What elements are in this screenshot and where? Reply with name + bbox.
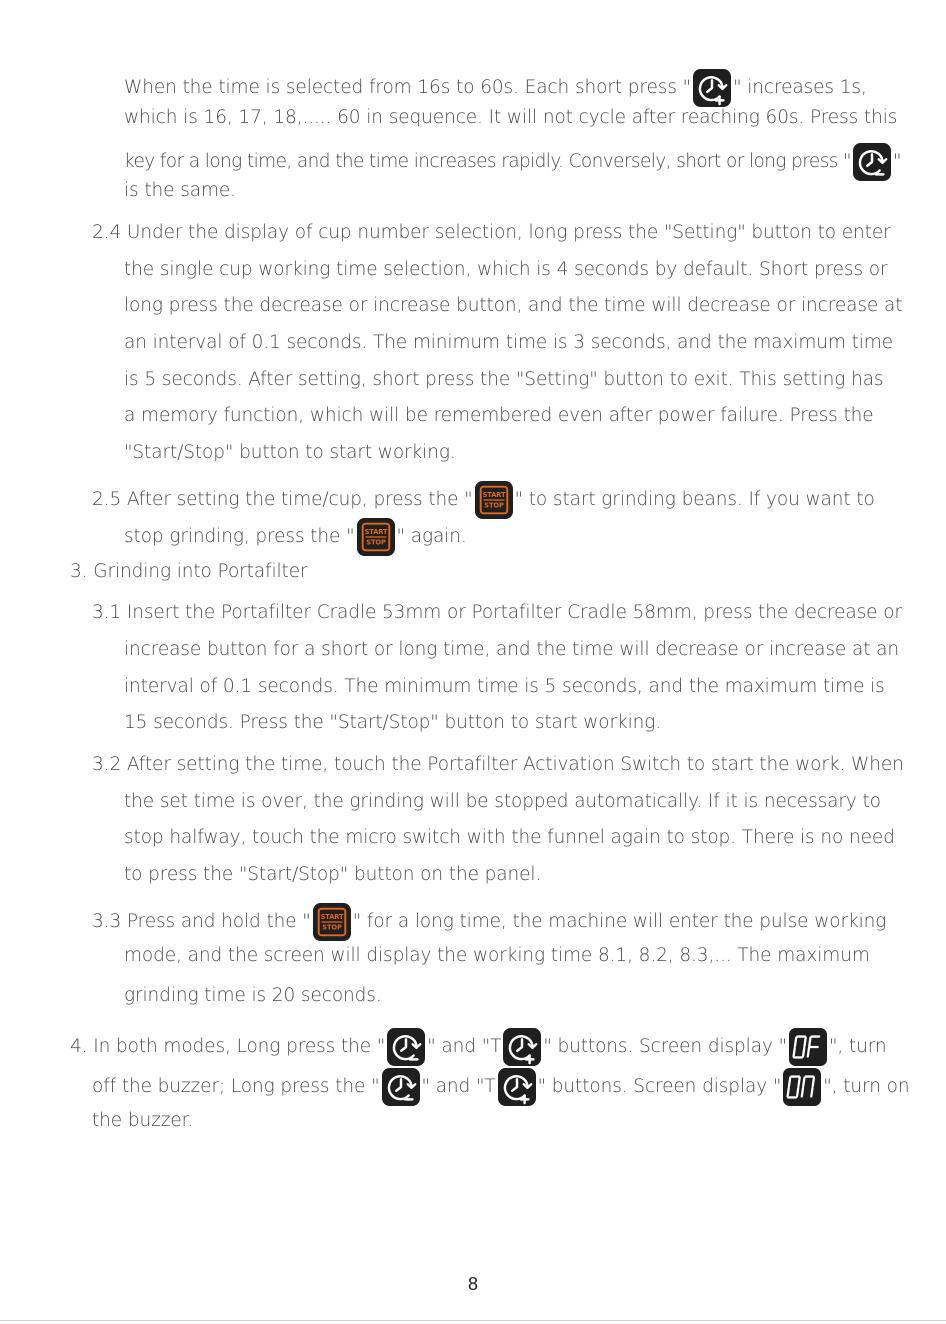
start-stop-icon bbox=[357, 518, 395, 556]
p24-line-1: 2.4 Under the display of cup number selection, long press the "Setting" button to enter bbox=[92, 222, 891, 243]
clock-plus-icon bbox=[503, 1028, 541, 1066]
p1-line-4: is the same. bbox=[124, 180, 236, 201]
p4-line-2 bbox=[92, 1068, 909, 1106]
p25-line-1-text-b: " to start grinding beans. If you want to bbox=[514, 489, 875, 510]
p31-line-3: interval of 0.1 seconds. The minimum time is 5 seconds, and the maximum time is bbox=[124, 676, 885, 697]
p25-line-2-text-a: stop grinding, press the " bbox=[124, 526, 355, 547]
p25-line-1 bbox=[92, 481, 875, 519]
p4-line-3: the buzzer. bbox=[92, 1110, 194, 1131]
p32-line-3: stop halfway, touch the micro switch with the funnel again to stop. There is no need bbox=[124, 827, 895, 848]
p1-line-3-text-b: " bbox=[892, 151, 901, 172]
p31-line-4: 15 seconds. Press the "Start/Stop" button to start working. bbox=[124, 712, 662, 733]
p1-line-3 bbox=[124, 143, 901, 181]
clock-plus-icon bbox=[498, 1068, 536, 1106]
p4-line-2-text-b: " and "T bbox=[421, 1076, 496, 1097]
svg-text:STOP: STOP bbox=[483, 501, 504, 510]
section-3-title: 3. Grinding into Portafilter bbox=[70, 561, 308, 582]
svg-text:STOP: STOP bbox=[321, 923, 342, 932]
p4-line-2-text-c: " buttons. Screen display " bbox=[537, 1076, 782, 1097]
p33-line-1-text-b: " for a long time, the machine will enter the pulse working bbox=[352, 911, 887, 932]
svg-text:START: START bbox=[320, 913, 344, 922]
bottom-rule bbox=[0, 1320, 946, 1321]
p32-line-4: to press the "Start/Stop" button on the panel. bbox=[124, 864, 542, 885]
p24-line-6: a memory function, which will be remembered even after power failure. Press the bbox=[124, 405, 874, 426]
p4-line-1-text-b: " and "T bbox=[427, 1036, 502, 1057]
p4-line-1-text-c: " buttons. Screen display " bbox=[543, 1036, 787, 1057]
p25-line-2 bbox=[124, 518, 467, 556]
svg-text:START: START bbox=[364, 528, 387, 537]
p33-line-2: mode, and the screen will display the working time 8.1, 8.2, 8.3,... The maximum bbox=[124, 945, 870, 966]
p24-line-3: long press the decrease or increase button, and the time will decrease or increase at bbox=[124, 295, 903, 316]
p1-line-1 bbox=[124, 69, 867, 107]
p33-line-3: grinding time is 20 seconds. bbox=[124, 985, 382, 1006]
start-stop-icon bbox=[475, 481, 513, 519]
page-number: 8 bbox=[467, 1274, 478, 1294]
p33-line-1 bbox=[92, 903, 886, 941]
start-stop-icon bbox=[313, 903, 351, 941]
p1-line-2: which is 16, 17, 18,..... 60 in sequence. It will not cycle after reaching 60s. Press this bbox=[124, 107, 898, 128]
clock-minus-icon bbox=[387, 1028, 425, 1066]
p1-line-1-text-a: When the time is selected from 16s to 60s. Each short press " bbox=[124, 77, 692, 98]
clock-plus-icon bbox=[693, 69, 731, 107]
p25-line-2-text-b: " again. bbox=[396, 526, 467, 547]
svg-text:STOP: STOP bbox=[365, 538, 386, 547]
p1-line-1-text-b: " increases 1s, bbox=[733, 77, 867, 98]
p24-line-4: an interval of 0.1 seconds. The minimum time is 3 seconds, and the maximum time bbox=[124, 332, 893, 353]
p32-line-1: 3.2 After setting the time, touch the Portafilter Activation Switch to start the work. When bbox=[92, 754, 904, 775]
display-of-icon bbox=[789, 1028, 827, 1066]
p4-line-1-text-d: ", turn bbox=[829, 1036, 887, 1057]
display-on-icon bbox=[783, 1068, 821, 1106]
p4-line-2-text-d: ", turn on bbox=[823, 1076, 910, 1097]
p31-line-1: 3.1 Insert the Portafilter Cradle 53mm or Portafilter Cradle 58mm, press the decrease or bbox=[92, 602, 902, 623]
clock-minus-icon bbox=[853, 143, 891, 181]
p4-line-2-text-a: off the buzzer; Long press the " bbox=[92, 1076, 380, 1097]
p24-line-5: is 5 seconds. After setting, short press the "Setting" button to exit. This setting has bbox=[124, 369, 884, 390]
p4-line-1-text-a: 4. In both modes, Long press the " bbox=[70, 1036, 386, 1057]
p24-line-2: the single cup working time selection, which is 4 seconds by default. Short press or bbox=[124, 259, 888, 280]
p31-line-2: increase button for a short or long time, and the time will decrease or increase at an bbox=[124, 639, 899, 660]
p4-line-1 bbox=[70, 1028, 887, 1066]
p25-line-1-text-a: 2.5 After setting the time/cup, press the " bbox=[92, 489, 473, 510]
p24-line-7: "Start/Stop" button to start working. bbox=[124, 442, 456, 463]
clock-minus-icon bbox=[382, 1068, 420, 1106]
p32-line-2: the set time is over, the grinding will be stopped automatically. If it is necessary to bbox=[124, 791, 881, 812]
p1-line-3-text-a: key for a long time, and the time increases rapidly. Conversely, short or long press " bbox=[124, 151, 851, 172]
svg-text:START: START bbox=[482, 491, 505, 500]
p33-line-1-text-a: 3.3 Press and hold the " bbox=[92, 911, 311, 932]
